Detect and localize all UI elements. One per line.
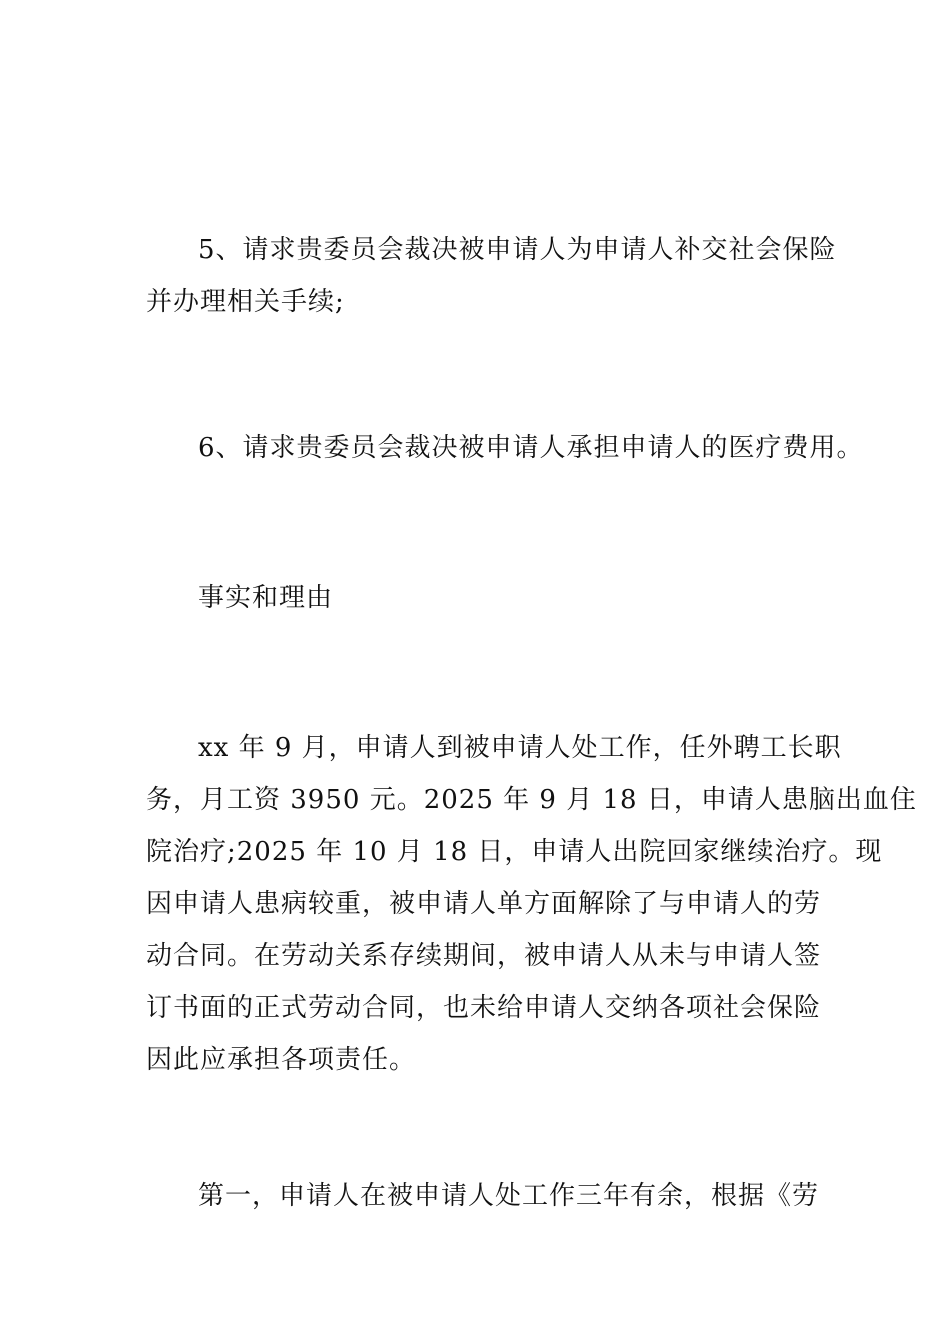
first-point-line-1: 第一，申请人在被申请人处工作三年有余，根据《劳 [198,1181,820,1211]
item-5-line-1: 5、请求贵委员会裁决被申请人为申请人补交社会保险 [198,235,837,265]
section-heading: 事实和理由 [198,583,334,613]
facts-line-1: xx 年 9 月，申请人到被申请人处工作，任外聘工长职 [198,733,842,763]
facts-line-2: 务，月工资 3950 元。2025 年 9 月 18 日，申请人患脑出血住 [146,785,917,815]
facts-line-4: 因申请人患病较重，被申请人单方面解除了与申请人的劳 [146,889,822,919]
facts-line-3: 院治疗;2025 年 10 月 18 日，申请人出院回家继续治疗。现 [146,837,883,867]
facts-line-5: 动合同。在劳动关系存续期间，被申请人从未与申请人签 [146,941,822,971]
facts-line-6: 订书面的正式劳动合同，也未给申请人交纳各项社会保险 [146,993,822,1023]
facts-line-7: 因此应承担各项责任。 [146,1045,417,1075]
item-5-line-2: 并办理相关手续; [146,287,345,317]
item-6-line-1: 6、请求贵委员会裁决被申请人承担申请人的医疗费用。 [198,433,864,463]
